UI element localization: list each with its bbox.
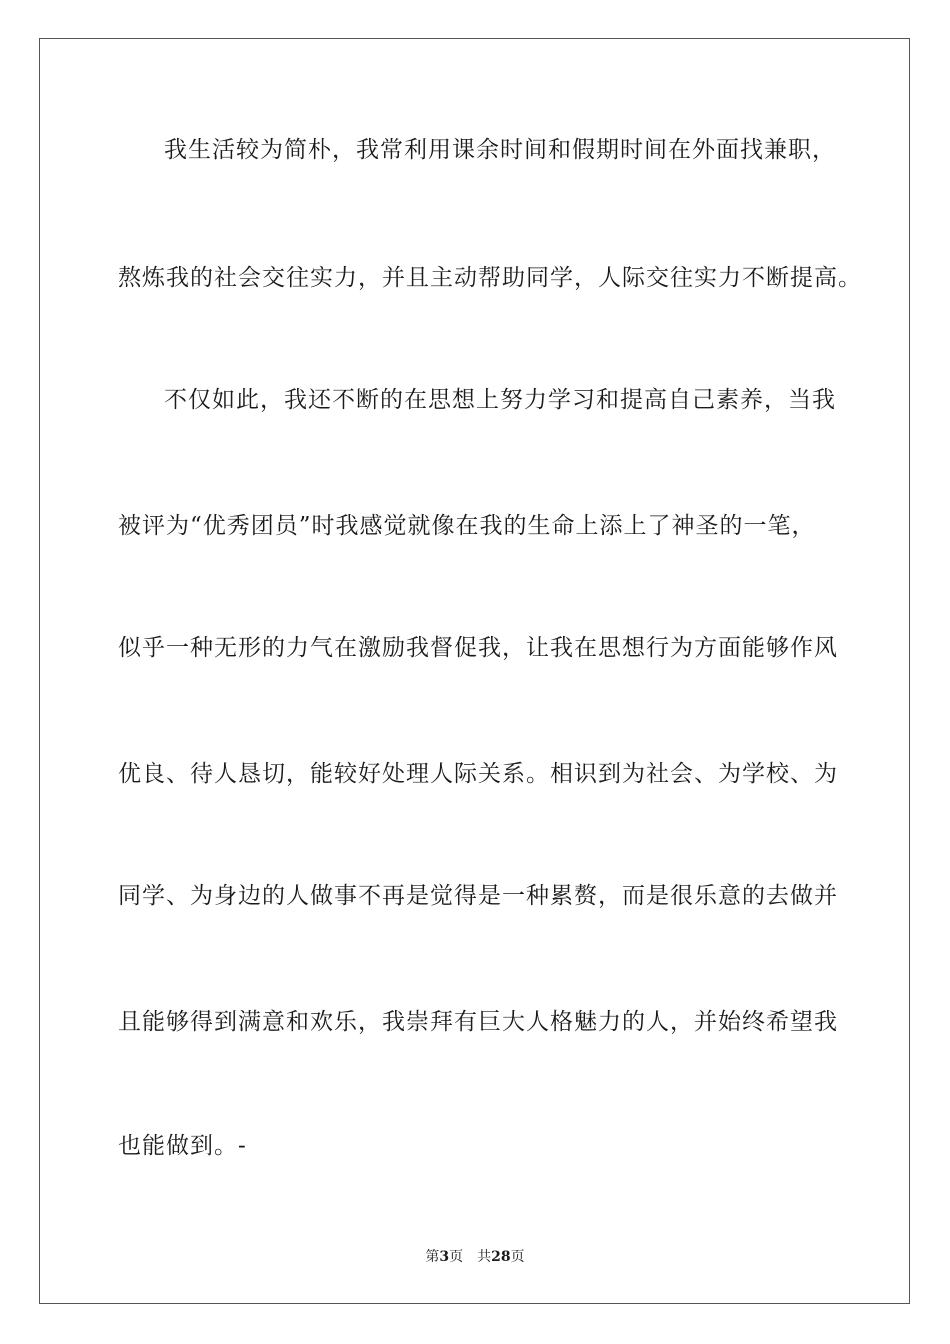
paragraph-1-line-2: 熬炼我的社会交往实力，并且主动帮助同学，人际交往实力不断提高。: [118, 265, 862, 291]
total-pages: 28: [491, 1249, 511, 1265]
paragraph-2-line-5: 同学、为身边的人做事不再是觉得是一种累赘，而是很乐意的去做并: [118, 883, 838, 909]
page-border: [39, 38, 910, 1304]
paragraph-2-line-4: 优良、待人恳切，能较好处理人际关系。相识到为社会、为学校、为: [118, 761, 838, 787]
paragraph-2-line-7: 也能做到。-: [118, 1133, 247, 1159]
paragraph-2-line-2: 被评为“优秀团员”时我感觉就像在我的生命上添上了神圣的一笔，: [118, 513, 816, 539]
page-number: 3: [439, 1249, 450, 1265]
total-prefix: 共: [477, 1249, 492, 1265]
paragraph-2-line-1: 不仅如此，我还不断的在思想上努力学习和提高自己素养，当我: [164, 387, 836, 413]
page-footer: [0, 1248, 950, 1266]
page-suffix: 页: [449, 1249, 464, 1265]
paragraph-2-line-3: 似乎一种无形的力气在激励我督促我，让我在思想行为方面能够作风: [118, 635, 838, 661]
total-suffix: 页: [510, 1249, 525, 1265]
page-prefix: 第: [425, 1249, 440, 1265]
paragraph-2-line-6: 且能够得到满意和欢乐，我崇拜有巨大人格魅力的人，并始终希望我: [118, 1009, 838, 1035]
paragraph-1-line-1: 我生活较为简朴，我常利用课余时间和假期时间在外面找兼职，: [164, 137, 836, 163]
